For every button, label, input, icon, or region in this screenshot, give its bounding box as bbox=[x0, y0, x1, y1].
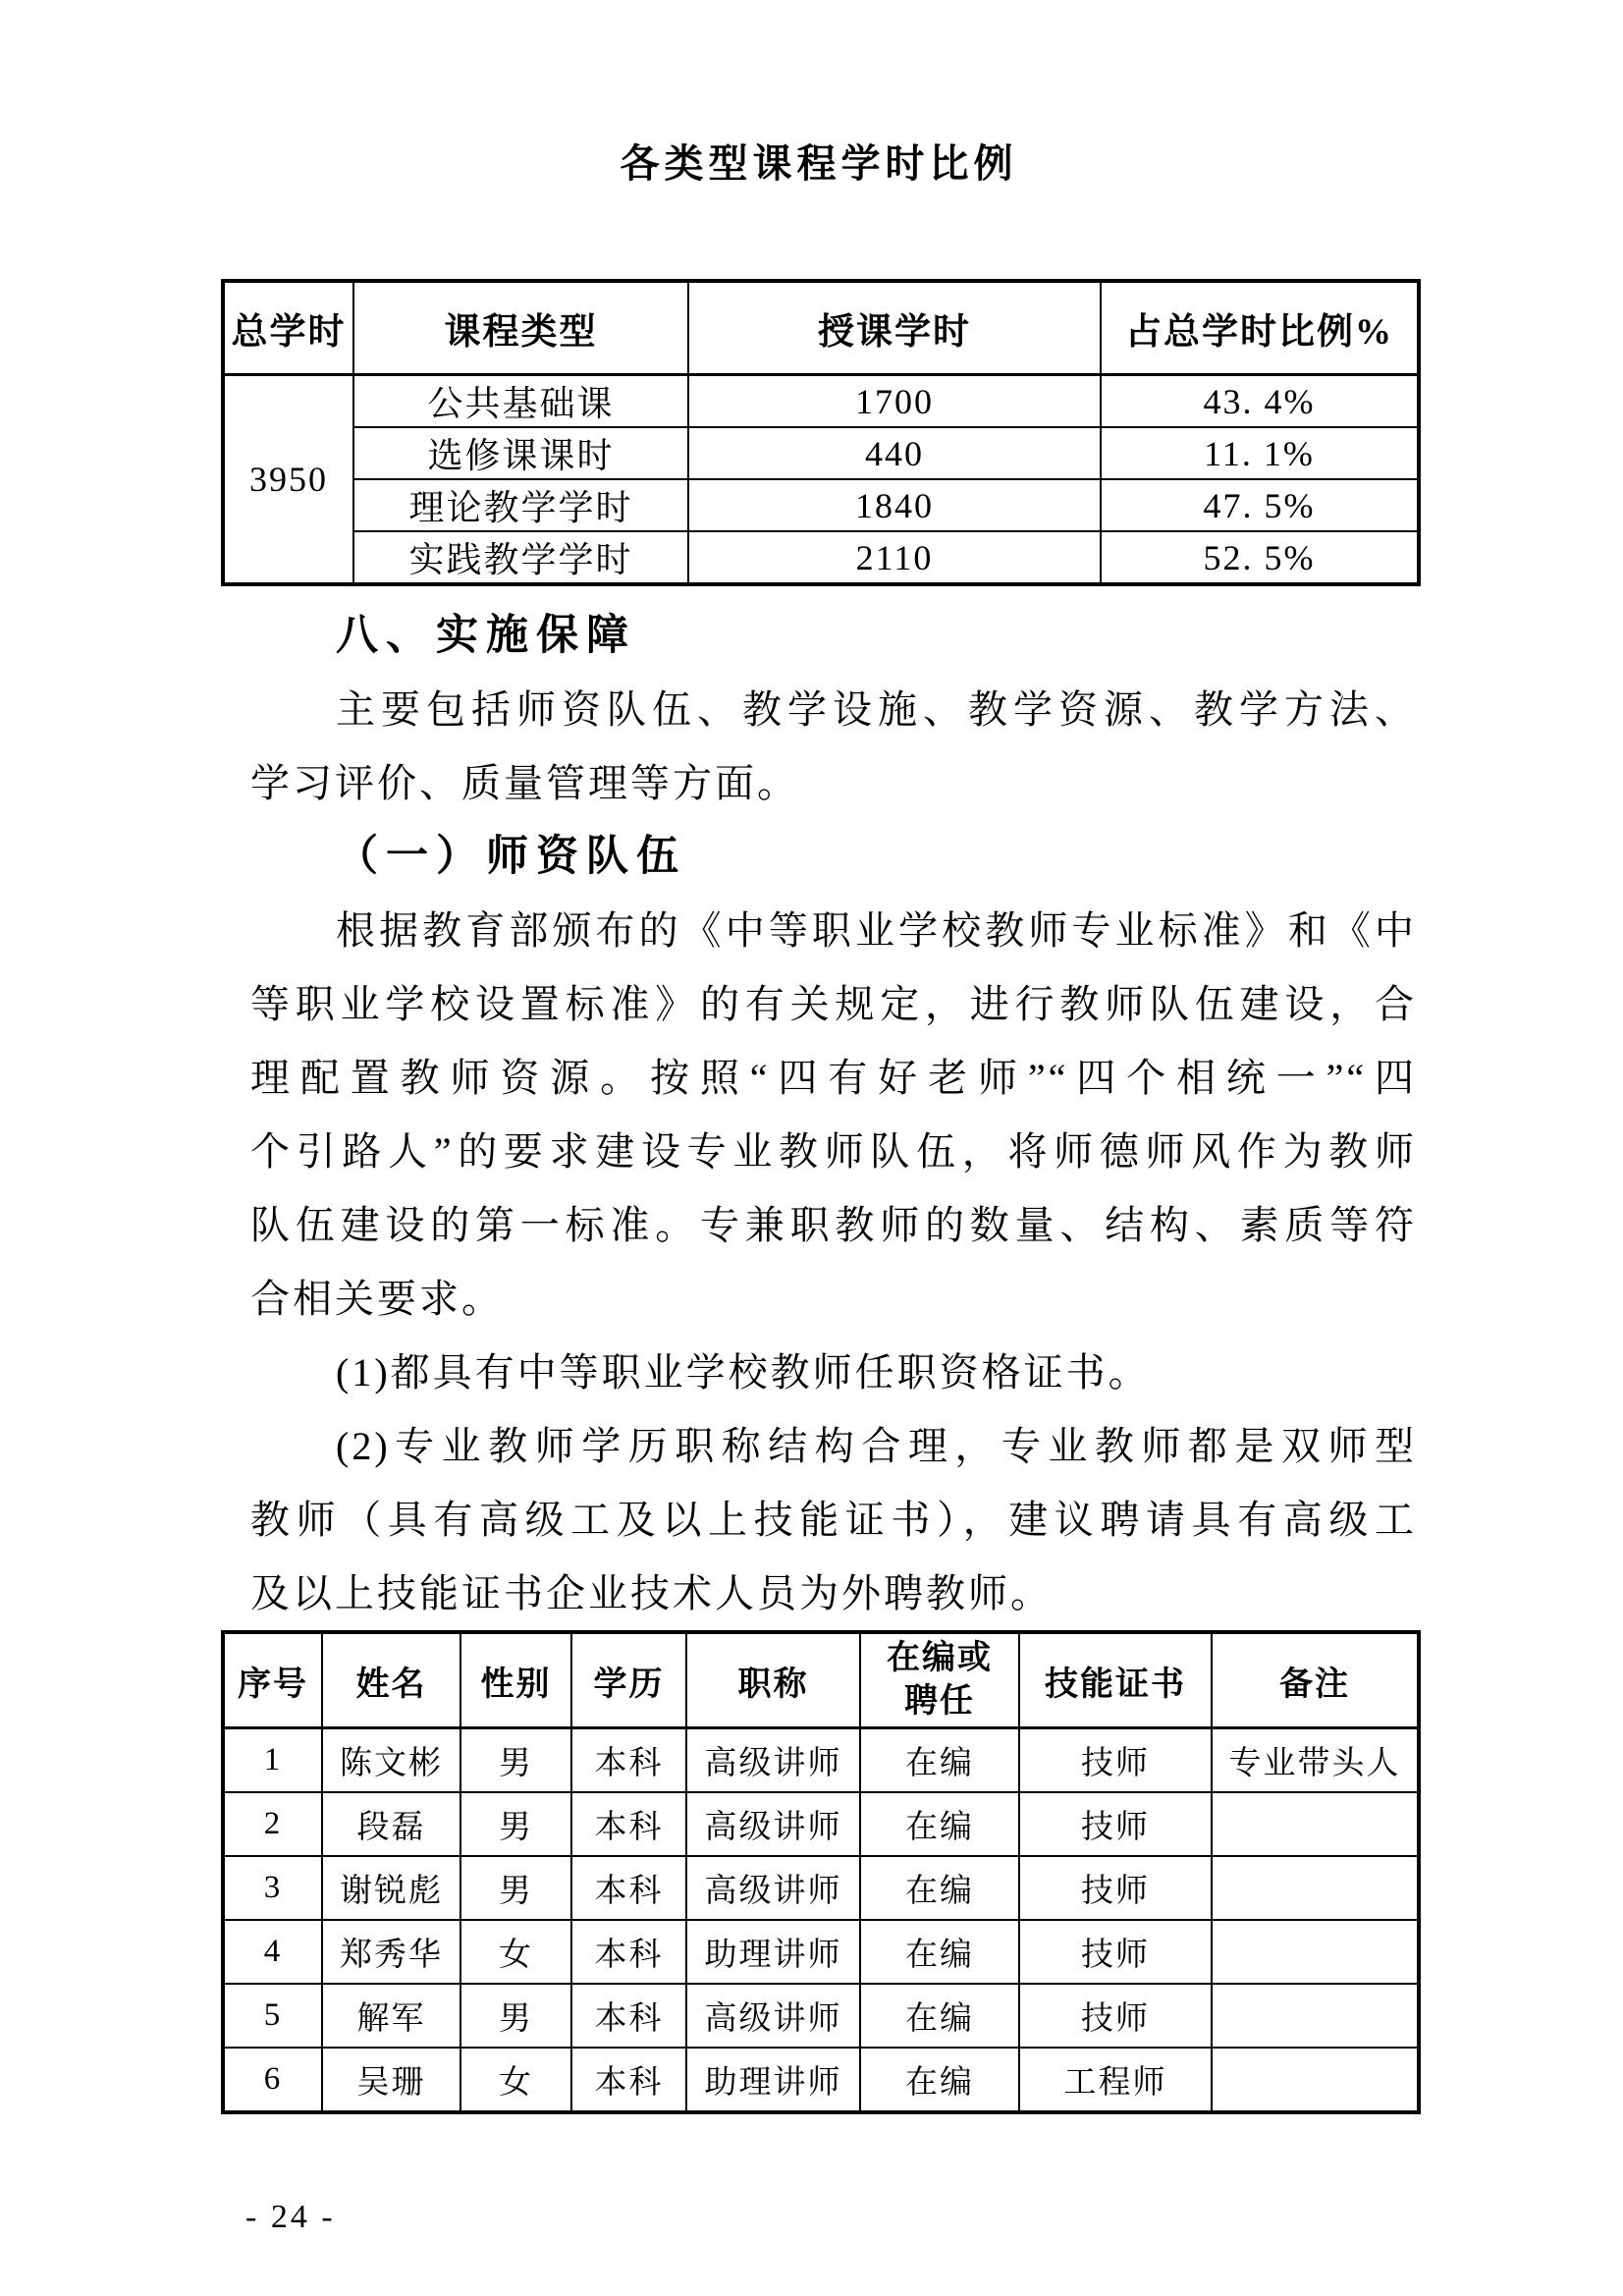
paragraph-line: 合相关要求。 bbox=[250, 1277, 504, 1321]
t2-cell: 女 bbox=[460, 2048, 571, 2112]
paragraph-line: 理配置教师资源。按照“四有好老师”“四个相统一”“四 bbox=[250, 1056, 1417, 1100]
paragraph-line: 教师（具有高级工及以上技能证书），建议聘请具有高级工 bbox=[250, 1498, 1417, 1542]
body-text bbox=[250, 599, 1417, 1630]
t2-cell: 高级讲师 bbox=[686, 1728, 860, 1793]
t2-cell bbox=[1212, 1920, 1419, 1984]
t1-course-type-cell: 公共基础课 bbox=[353, 375, 688, 428]
t2-cell: 在编 bbox=[860, 1856, 1019, 1920]
t2-cell: 解军 bbox=[322, 1984, 460, 2048]
t2-cell: 技师 bbox=[1019, 1728, 1212, 1793]
course-hours-table bbox=[221, 279, 1421, 586]
t2-cell: 本科 bbox=[571, 2048, 686, 2112]
t2-cell: 本科 bbox=[571, 1728, 686, 1793]
t2-cell: 助理讲师 bbox=[686, 2048, 860, 2112]
t2-cell: 本科 bbox=[571, 1856, 686, 1920]
subsection-heading-teachers: （一）师资队伍 bbox=[336, 834, 686, 880]
t1-course-type-cell: 实践教学学时 bbox=[353, 531, 688, 584]
page-number: - 24 - bbox=[245, 2199, 336, 2235]
paragraph-line: 学习评价、质量管理等方面。 bbox=[250, 761, 799, 805]
paragraph-line: 个引路人”的要求建设专业教师队伍，将师德师风作为教师 bbox=[250, 1129, 1417, 1174]
t2-cell: 本科 bbox=[571, 1792, 686, 1856]
paragraph-line: 根据教育部颁布的《中等职业学校教师专业标准》和《中 bbox=[336, 908, 1417, 953]
t2-cell: 陈文彬 bbox=[322, 1728, 460, 1793]
t1-pct-cell: 11. 1% bbox=[1101, 427, 1419, 479]
t2-cell: 在编 bbox=[860, 2048, 1019, 2112]
t2-cell: 在编 bbox=[860, 1792, 1019, 1856]
t2-cell: 在编 bbox=[860, 1920, 1019, 1984]
t1-header-row bbox=[223, 281, 1419, 375]
list-item-1: (1)都具有中等职业学校教师任职资格证书。 bbox=[336, 1350, 1151, 1394]
t2-cell bbox=[1212, 1792, 1419, 1856]
t2-cell: 在编 bbox=[860, 1984, 1019, 2048]
section-heading-implementation: 八、实施保障 bbox=[336, 613, 636, 659]
t2-header-gender: 性别 bbox=[460, 1632, 571, 1728]
t1-pct-cell: 52. 5% bbox=[1101, 531, 1419, 584]
table-row bbox=[223, 1792, 1419, 1856]
table-row bbox=[223, 427, 1419, 479]
t2-header-education: 学历 bbox=[571, 1632, 686, 1728]
table-row bbox=[223, 1984, 1419, 2048]
paragraph-line: 等职业学校设置标准》的有关规定，进行教师队伍建设，合 bbox=[250, 982, 1417, 1026]
t2-cell: 专业带头人 bbox=[1212, 1728, 1419, 1793]
table-row bbox=[223, 375, 1419, 428]
t2-header-remark: 备注 bbox=[1212, 1632, 1419, 1728]
t2-cell bbox=[1212, 1856, 1419, 1920]
list-item-2: (2)专业教师学历职称结构合理，专业教师都是双师型 bbox=[336, 1424, 1417, 1468]
t2-header-title: 职称 bbox=[686, 1632, 860, 1728]
table-row bbox=[223, 479, 1419, 531]
t2-header-employment bbox=[860, 1632, 1019, 1728]
t1-hours-cell: 1700 bbox=[688, 375, 1101, 428]
t2-cell: 在编 bbox=[860, 1728, 1019, 1793]
t2-cell: 2 bbox=[223, 1792, 322, 1856]
t2-header-certificate: 技能证书 bbox=[1019, 1632, 1212, 1728]
t2-cell: 5 bbox=[223, 1984, 322, 2048]
t2-cell: 助理讲师 bbox=[686, 1920, 860, 1984]
paragraph-line: 主要包括师资队伍、教学设施、教学资源、教学方法、 bbox=[336, 687, 1417, 732]
t1-hours-cell: 1840 bbox=[688, 479, 1101, 531]
t2-cell bbox=[1212, 2048, 1419, 2112]
t1-header-teaching-hours: 授课学时 bbox=[688, 281, 1101, 375]
t2-cell: 1 bbox=[223, 1728, 322, 1793]
table-row bbox=[223, 1920, 1419, 1984]
t1-course-type-cell: 选修课课时 bbox=[353, 427, 688, 479]
t2-header-name: 姓名 bbox=[322, 1632, 460, 1728]
t1-course-type-cell: 理论教学学时 bbox=[353, 479, 688, 531]
table-row bbox=[223, 531, 1419, 584]
table-row bbox=[223, 2048, 1419, 2112]
t1-header-total-hours: 总学时 bbox=[223, 281, 353, 375]
t1-header-percentage: 占总学时比例% bbox=[1101, 281, 1419, 375]
t2-cell: 谢锐彪 bbox=[322, 1856, 460, 1920]
t2-cell: 技师 bbox=[1019, 1792, 1212, 1856]
t1-header-course-type: 课程类型 bbox=[353, 281, 688, 375]
t2-cell: 技师 bbox=[1019, 1920, 1212, 1984]
t2-cell: 技师 bbox=[1019, 1856, 1212, 1920]
t2-cell: 男 bbox=[460, 1728, 571, 1793]
t2-cell: 男 bbox=[460, 1856, 571, 1920]
table-row bbox=[223, 1728, 1419, 1793]
t1-hours-cell: 440 bbox=[688, 427, 1101, 479]
t2-header-index: 序号 bbox=[223, 1632, 322, 1728]
teachers-table bbox=[221, 1630, 1421, 2114]
t2-cell bbox=[1212, 1984, 1419, 2048]
t2-cell: 4 bbox=[223, 1920, 322, 1984]
t2-cell: 技师 bbox=[1019, 1984, 1212, 2048]
t1-pct-cell: 47. 5% bbox=[1101, 479, 1419, 531]
t2-cell: 段磊 bbox=[322, 1792, 460, 1856]
t2-cell: 本科 bbox=[571, 1984, 686, 2048]
table1-title: 各类型课程学时比例 bbox=[620, 141, 1018, 186]
t1-pct-cell: 43. 4% bbox=[1101, 375, 1419, 428]
paragraph-line: 队伍建设的第一标准。专兼职教师的数量、结构、素质等符 bbox=[250, 1203, 1417, 1247]
table-row bbox=[223, 1856, 1419, 1920]
t2-header-row bbox=[223, 1632, 1419, 1728]
paragraph-line: 及以上技能证书企业技术人员为外聘教师。 bbox=[250, 1571, 1053, 1615]
t2-cell: 工程师 bbox=[1019, 2048, 1212, 2112]
t2-cell: 3 bbox=[223, 1856, 322, 1920]
t2-cell: 男 bbox=[460, 1984, 571, 2048]
t2-cell: 吴珊 bbox=[322, 2048, 460, 2112]
t2-cell: 女 bbox=[460, 1920, 571, 1984]
t2-header-employment-text: 在编或聘任 bbox=[887, 1640, 993, 1720]
t2-cell: 高级讲师 bbox=[686, 1856, 860, 1920]
t1-total-hours-cell: 3950 bbox=[223, 375, 353, 585]
t2-cell: 高级讲师 bbox=[686, 1792, 860, 1856]
t2-cell: 郑秀华 bbox=[322, 1920, 460, 1984]
t2-cell: 男 bbox=[460, 1792, 571, 1856]
t1-hours-cell: 2110 bbox=[688, 531, 1101, 584]
t2-cell: 高级讲师 bbox=[686, 1984, 860, 2048]
t2-cell: 6 bbox=[223, 2048, 322, 2112]
t2-cell: 本科 bbox=[571, 1920, 686, 1984]
